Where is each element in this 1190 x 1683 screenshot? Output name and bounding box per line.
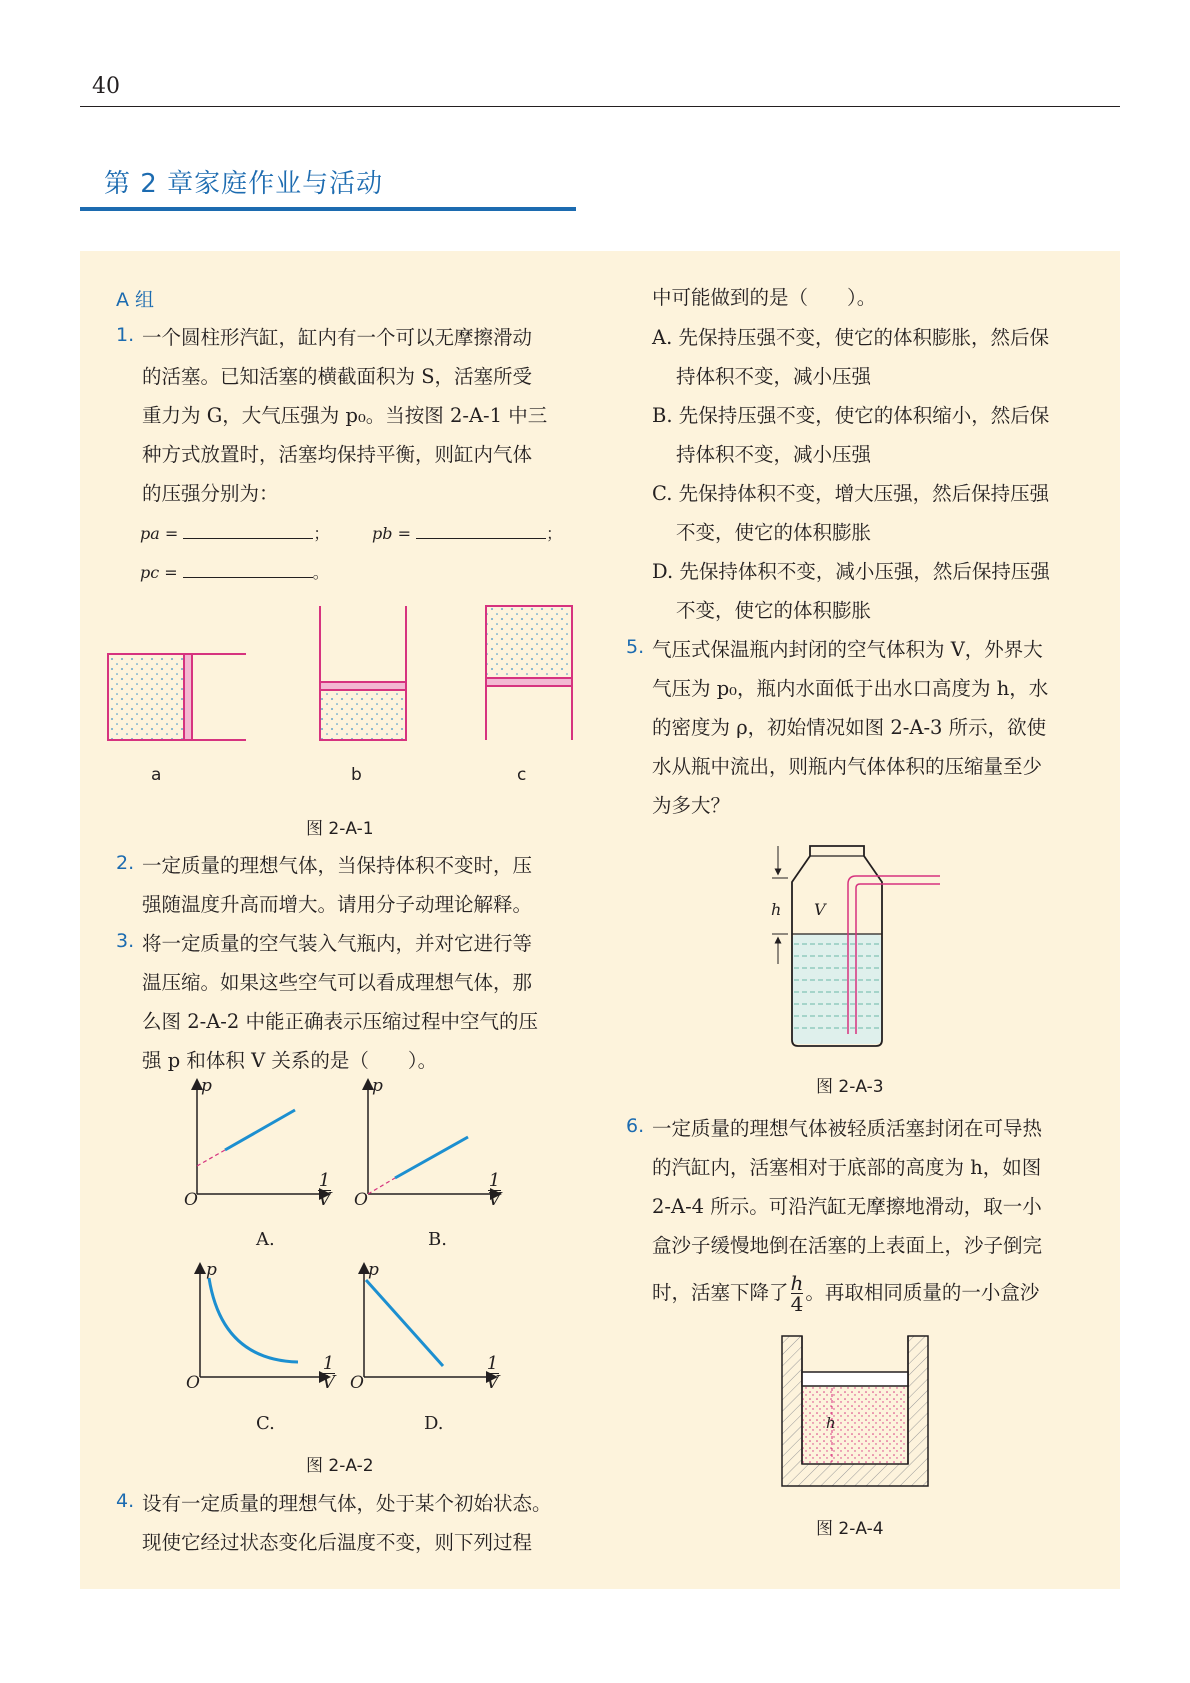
chapter-title: 第 2 章家庭作业与活动 — [104, 169, 384, 199]
question-1-line: 一个圆柱形汽缸，缸内有一个可以无摩擦滑动 — [142, 326, 533, 349]
graph-A — [197, 1084, 325, 1194]
fig1-label-b: b — [351, 765, 362, 785]
question-1-line: 的活塞。已知活塞的横截面积为 S，活塞所受 — [142, 365, 533, 388]
chapter-title-rule — [80, 207, 576, 211]
question-3-line: 将一定质量的空气装入气瓶内，并对它进行等 — [142, 932, 533, 955]
fig4-label-h: h — [826, 1414, 836, 1432]
question-4-line: 设有一定质量的理想气体，处于某个初始状态。 — [142, 1492, 552, 1515]
graph-B — [368, 1084, 496, 1194]
question-5-line: 的密度为 ρ，初始情况如图 2-A-3 所示，欲使 — [652, 716, 1047, 739]
graph-C-label: C. — [256, 1413, 275, 1434]
axis-x-denominator: V — [486, 1372, 499, 1393]
graph-A-label: A. — [256, 1229, 275, 1250]
axis-x-numerator: 1 — [322, 1353, 335, 1374]
question-6-text-pre: 时，活塞下降了 — [652, 1281, 789, 1304]
pb-answer-row — [372, 520, 562, 544]
figure-2-A-2-graphs — [180, 1082, 520, 1412]
pc-blank[interactable] — [183, 559, 313, 578]
question-3-line: 温压缩。如果这些空气可以看成理想气体，那 — [142, 971, 533, 994]
question-1-line: 重力为 G，大气压强为 p₀。当按图 2-A-1 中三 — [142, 404, 548, 427]
question-4-line: 现使它经过状态变化后温度不变，则下列过程 — [142, 1531, 533, 1554]
question-5-line: 水从瓶中流出，则瓶内气体体积的压缩量至少 — [652, 755, 1043, 778]
sealed-cylinder — [782, 1336, 928, 1486]
question-1-line: 的压强分别为： — [142, 482, 279, 505]
figure-caption-2-A-4: 图 2-A-4 — [816, 1519, 884, 1539]
graph-A-axis-p: p — [201, 1076, 212, 1096]
pc-label: pc = — [140, 563, 178, 582]
fig1-label-a: a — [151, 765, 162, 785]
cylinder-b — [320, 606, 406, 740]
fig1-label-c: c — [517, 765, 527, 785]
axis-x-numerator: 1 — [318, 1170, 331, 1191]
graph-B-axis-p: p — [372, 1076, 383, 1096]
question-5-number: 5. — [626, 636, 645, 658]
graph-D-origin: O — [350, 1373, 364, 1393]
graph-C-axis-x — [320, 1355, 337, 1392]
fig3-label-V: V — [814, 900, 826, 919]
graph-B-label: B. — [428, 1229, 447, 1250]
axis-x-denominator: V — [488, 1189, 501, 1210]
axis-x-denominator: V — [318, 1189, 331, 1210]
question-2-number: 2. — [116, 852, 135, 874]
option-D-line: D. 先保持体积不变，减小压强，然后保持压强 — [652, 560, 1050, 583]
fraction-denominator: 4 — [790, 1292, 804, 1316]
figure-2-A-1 — [100, 606, 580, 756]
question-4-number: 4. — [116, 1490, 135, 1512]
thermos-bottle — [772, 846, 940, 1046]
fig3-label-h: h — [771, 900, 782, 919]
question-1-line: 种方式放置时，活塞均保持平衡，则缸内气体 — [142, 443, 533, 466]
pb-label: pb = — [372, 524, 411, 543]
question-6-number: 6. — [626, 1115, 645, 1137]
question-1-number: 1. — [116, 324, 135, 346]
pb-semicolon: ； — [546, 524, 563, 543]
option-C-line: 不变，使它的体积膨胀 — [676, 521, 872, 544]
header-rule — [80, 106, 1120, 107]
figure-caption-2-A-1: 图 2-A-1 — [306, 819, 374, 839]
graph-D-axis-x — [484, 1355, 501, 1392]
option-A-line: A. 先保持压强不变，使它的体积膨胀，然后保 — [652, 326, 1049, 349]
pa-blank[interactable] — [183, 520, 313, 539]
graph-B-axis-x — [486, 1172, 503, 1209]
option-B-line: B. 先保持压强不变，使它的体积缩小，然后保 — [652, 404, 1050, 427]
fraction-numerator: h — [790, 1271, 804, 1295]
question-2-line: 强随温度升高而增大。请用分子动理论解释。 — [142, 893, 533, 916]
graph-C-origin: O — [186, 1373, 200, 1393]
option-C-line: C. 先保持体积不变，增大压强，然后保持压强 — [652, 482, 1050, 505]
graph-A-origin: O — [184, 1190, 198, 1210]
option-A-line: 持体积不变，减小压强 — [676, 365, 872, 388]
axis-x-denominator: V — [322, 1372, 335, 1393]
question-3-number: 3. — [116, 930, 135, 952]
graph-D-label: D. — [424, 1413, 444, 1434]
question-6-text-post: 。再取相同质量的一小盒沙 — [805, 1281, 1040, 1304]
graph-B-origin: O — [354, 1190, 368, 1210]
question-2-line: 一定质量的理想气体，当保持体积不变时，压 — [142, 854, 533, 877]
graph-D — [364, 1268, 492, 1377]
graph-A-axis-x — [316, 1172, 333, 1209]
page-number: 40 — [92, 74, 120, 99]
cylinder-a — [108, 654, 246, 740]
group-label: A 组 — [116, 289, 155, 311]
axis-x-numerator: 1 — [486, 1353, 499, 1374]
question-3-line: 强 p 和体积 V 关系的是（ ）。 — [142, 1049, 438, 1072]
graph-C — [200, 1268, 325, 1377]
figure-caption-2-A-2: 图 2-A-2 — [306, 1456, 374, 1476]
question-6-line: 一定质量的理想气体被轻质活塞封闭在可导热 — [652, 1117, 1043, 1140]
question-6-line: 盒沙子缓慢地倒在活塞的上表面上，沙子倒完 — [652, 1234, 1043, 1257]
figure-caption-2-A-3: 图 2-A-3 — [816, 1077, 884, 1097]
option-D-line: 不变，使它的体积膨胀 — [676, 599, 872, 622]
question-6-line: 的汽缸内，活塞相对于底部的高度为 h，如图 — [652, 1156, 1042, 1179]
question-3-line: 么图 2-A-2 中能正确表示压缩过程中空气的压 — [142, 1010, 538, 1033]
pc-period: 。 — [312, 563, 329, 582]
graph-C-axis-p: p — [206, 1260, 217, 1280]
question-5-line: 气压为 p₀，瓶内水面低于出水口高度为 h，水 — [652, 677, 1049, 700]
pb-blank[interactable] — [416, 520, 546, 539]
question-5-line: 为多大？ — [652, 794, 731, 817]
graph-D-axis-p: p — [368, 1260, 379, 1280]
figure-2-A-4 — [780, 1334, 930, 1494]
pa-label: pa = — [140, 524, 179, 543]
pa-answer-row — [140, 520, 329, 544]
cylinder-c — [486, 606, 572, 740]
pa-semicolon: ； — [313, 524, 330, 543]
question-6-line: 2-A-4 所示。可沿汽缸无摩擦地滑动，取一小 — [652, 1195, 1042, 1218]
pc-answer-row — [140, 559, 329, 583]
question-4-line: 中可能做到的是（ ）。 — [652, 286, 877, 309]
question-6-last-line — [652, 1273, 1039, 1314]
option-B-line: 持体积不变，减小压强 — [676, 443, 872, 466]
axis-x-numerator: 1 — [488, 1170, 501, 1191]
figure-2-A-3 — [760, 844, 940, 1054]
question-5-line: 气压式保温瓶内封闭的空气体积为 V，外界大 — [652, 638, 1043, 661]
